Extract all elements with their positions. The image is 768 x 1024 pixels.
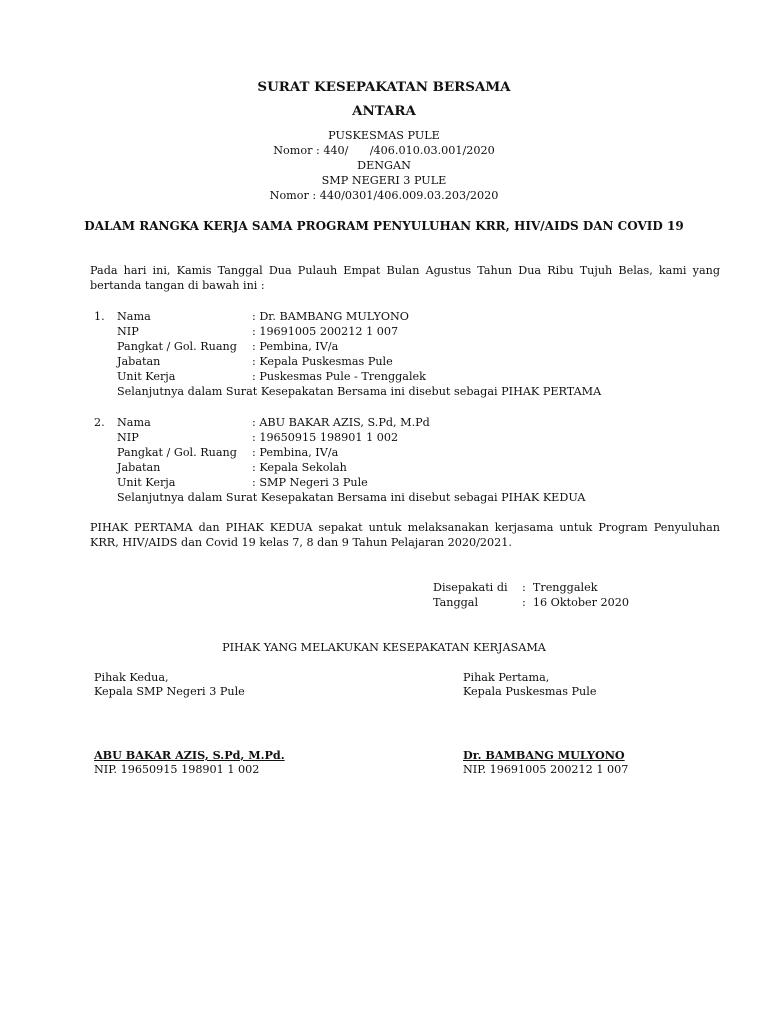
field-label: Pangkat / Gol. Ruang [117, 446, 237, 459]
field-value: : Kepala Sekolah [252, 461, 347, 474]
sig-right-nip: NIP. 19691005 200212 1 007 [463, 763, 629, 776]
place-value: : Trenggalek [522, 581, 598, 594]
party-2-note: Selanjutnya dalam Surat Kesepakatan Bersama ini disebut sebagai PIHAK KEDUA [117, 491, 586, 504]
sig-left-role: Pihak Kedua, [94, 671, 169, 684]
party-2-number: 2. [94, 416, 105, 429]
field-label: NIP [117, 431, 139, 444]
document-title-antara: ANTARA [352, 103, 416, 119]
field-label: NIP [117, 325, 139, 338]
field-value: : Puskesmas Pule - Trenggalek [252, 370, 426, 383]
sig-left-position: Kepala SMP Negeri 3 Pule [94, 685, 245, 698]
sig-right-name: Dr. BAMBANG MULYONO [463, 748, 625, 762]
field-value: : Pembina, IV/a [252, 340, 339, 353]
field-label: Pangkat / Gol. Ruang [117, 340, 237, 353]
place-label: Disepakati di [433, 581, 508, 594]
intro-paragraph: Pada hari ini, Kamis Tanggal Dua Pulauh Empat Bulan Agustus Tahun Dua Ribu Tujuh Belas, kami yang bertanda tangan di bawah ini : [90, 264, 720, 292]
program-title: DALAM RANGKA KERJA SAMA PROGRAM PENYULUHAN KRR, HIV/AIDS DAN COVID 19 [84, 219, 684, 233]
sig-left-nip: NIP. 19650915 198901 1 002 [94, 763, 260, 776]
sig-right-position: Kepala Puskesmas Pule [463, 685, 597, 698]
date-value: : 16 Oktober 2020 [522, 596, 630, 609]
party2-number: Nomor : 440/0301/406.009.03.203/2020 [269, 189, 499, 202]
field-value: : 19691005 200212 1 007 [252, 325, 399, 338]
party1-number: Nomor : 440/ /406.010.03.001/2020 [273, 144, 495, 157]
field-value: : ABU BAKAR AZIS, S.Pd, M.Pd [252, 416, 430, 429]
sig-right-role: Pihak Pertama, [463, 671, 550, 684]
agreement-paragraph: PIHAK PERTAMA dan PIHAK KEDUA sepakat untuk melaksanakan kerjasama untuk Program Penyuluhan KRR, HIV/AIDS dan Covid 19 kelas 7, 8 dan 9 Tahun Pelajaran 2020/2021. [90, 521, 720, 549]
signatures-heading: PIHAK YANG MELAKUKAN KESEPAKATAN KERJASAMA [222, 641, 546, 654]
field-label: Nama [117, 310, 151, 323]
field-value: : 19650915 198901 1 002 [252, 431, 399, 444]
party-1-number: 1. [94, 310, 105, 323]
field-value: : Dr. BAMBANG MULYONO [252, 310, 409, 323]
field-label: Jabatan [117, 461, 161, 474]
sig-left-name: ABU BAKAR AZIS, S.Pd, M.Pd. [94, 748, 285, 762]
field-value: : SMP Negeri 3 Pule [252, 476, 368, 489]
party-1-note: Selanjutnya dalam Surat Kesepakatan Bersama ini disebut sebagai PIHAK PERTAMA [117, 385, 602, 398]
field-value: : Pembina, IV/a [252, 446, 339, 459]
field-value: : Kepala Puskesmas Pule [252, 355, 393, 368]
connector-text: DENGAN [357, 159, 411, 172]
field-label: Unit Kerja [117, 370, 176, 383]
date-label: Tanggal [433, 596, 479, 609]
field-label: Nama [117, 416, 151, 429]
party1-name: PUSKESMAS PULE [328, 129, 440, 142]
party2-name: SMP NEGERI 3 PULE [321, 174, 447, 187]
field-label: Jabatan [117, 355, 161, 368]
field-label: Unit Kerja [117, 476, 176, 489]
document-title: SURAT KESEPAKATAN BERSAMA [257, 79, 511, 95]
